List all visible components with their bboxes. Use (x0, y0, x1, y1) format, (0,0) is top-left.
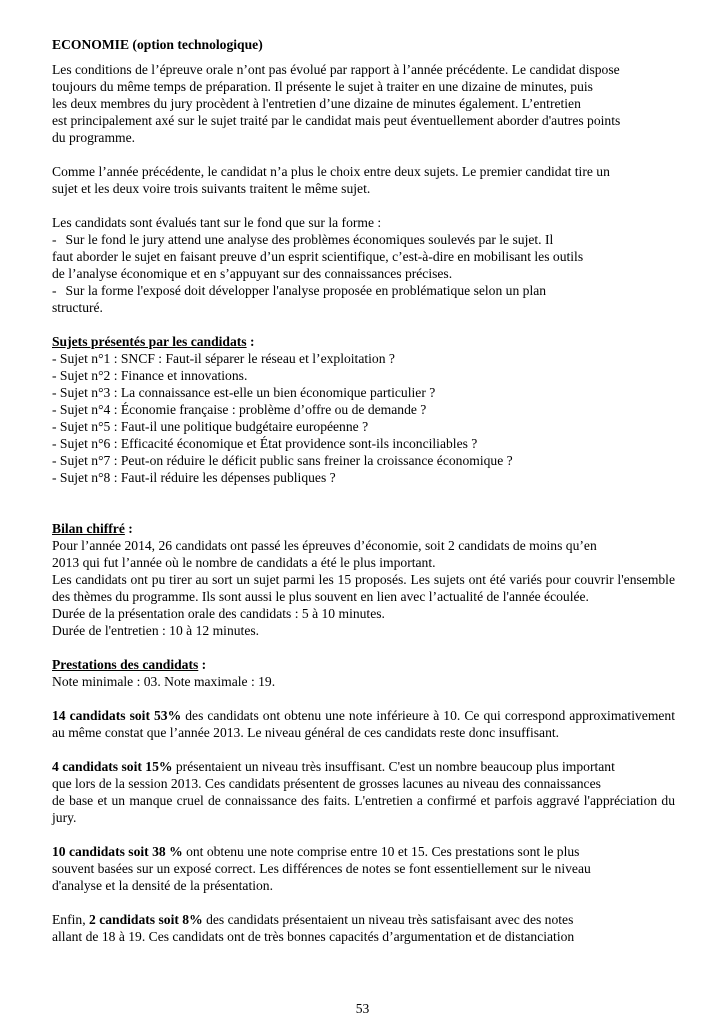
evaluation-bullet-forme: - Sur la forme l'exposé doit développer l'analyse proposée en problématique selon un plan (52, 283, 547, 298)
intro-line: est principalement axé sur le sujet traité par le candidat mais peut éventuellement aborder d'autres points (52, 113, 621, 128)
intro-line: toujours du même temps de préparation. Il présente le sujet à traiter en une dizaine de minutes, puis (52, 79, 593, 94)
intro-line: Les conditions de l’épreuve orale n’ont pas évolué par rapport à l’année précédente. Le candidat dispose (52, 62, 620, 77)
evaluation-line: faut aborder le sujet en faisant preuve d’un esprit scientifique, c’est-à-dire en mobilisant les outils (52, 249, 584, 264)
evaluation-intro: Les candidats sont évalués tant sur le fond que sur la forme : (52, 215, 382, 230)
bilan-paragraph: Les candidats ont pu tirer au sort un sujet parmi les 15 proposés. Les sujets ont été variés pour couvrir l'ensemble des thèmes du programme. Ils sont aussi le plus souvent en lien avec l’actualité de l'année écoulée. (52, 572, 675, 604)
bilan-section (52, 520, 675, 639)
evaluation-line: de l’analyse économique et en s’appuyant sur des connaissances précises. (52, 266, 453, 281)
subject-item: - Sujet n°8 : Faut-il réduire les dépenses publiques ? (52, 470, 336, 485)
evaluation-bullet-fond: - Sur le fond le jury attend une analyse des problèmes économiques soulevés par le sujet. Il (52, 232, 554, 247)
choice-line: Comme l’année précédente, le candidat n’a plus le choix entre deux sujets. Le premier candidat tire un (52, 164, 610, 179)
bullet-dash: - (52, 232, 57, 247)
prestations-paragraph-3: 10 candidats soit 38 % ont obtenu une note comprise entre 10 et 15. Ces prestations sont le plus souvent basées sur un exposé correct. Les différences de notes se font essentiellement sur le niveau d'analyse et la densité de la présentation. (52, 844, 591, 893)
page-number: 53 (355, 1001, 370, 1016)
intro-paragraph (52, 61, 675, 146)
bilan-heading: Bilan chiffré : (52, 521, 133, 536)
subject-item: - Sujet n°2 : Finance et innovations. (52, 368, 248, 383)
bilan-line: 2013 qui fut l’année où le nombre de candidats a été le plus important. (52, 555, 436, 570)
prestations-paragraph-1: 14 candidats soit 53% des candidats ont obtenu une note inférieure à 10. Ce qui correspond approximativement au même constat que l’année 2013. Le niveau général de ces candidats reste donc insuffisant. (52, 708, 675, 740)
document-page (52, 36, 675, 945)
subject-item: - Sujet n°3 : La connaissance est-elle un bien économique particulier ? (52, 385, 436, 400)
bullet-dash: - (52, 283, 57, 298)
choice-paragraph (52, 163, 675, 197)
subject-item: - Sujet n°1 : SNCF : Faut-il séparer le réseau et l’exploitation ? (52, 351, 395, 366)
bilan-line: Pour l’année 2014, 26 candidats ont passé les épreuves d’économie, soit 2 candidats de moins qu’en (52, 538, 597, 553)
prestations-paragraph-2: 4 candidats soit 15% présentaient un niveau très insuffisant. C'est un nombre beaucoup plus important que lors de la session 2013. Ces candidats présentent de grosses lacunes au niveau des connaissances de base et un manque cruel de connaissance des faits. L'entretien a confirmé et parfois aggravé l'appréciation du jury. (52, 759, 675, 825)
subject-item: - Sujet n°6 : Efficacité économique et État providence sont-ils inconciliables ? (52, 436, 478, 451)
prestations-paragraph-4: Enfin, 2 candidats soit 8% des candidats présentaient un niveau très satisfaisant avec des notes allant de 18 à 19. Ces candidats ont de très bonnes capacités d’argumentation et de distanciation (52, 912, 575, 944)
prestations-heading: Prestations des candidats : (52, 657, 207, 672)
subject-item: - Sujet n°4 : Économie française : problème d’offre ou de demande ? (52, 402, 427, 417)
choice-line: sujet et les deux voire trois suivants traitent le même sujet. (52, 181, 371, 196)
subject-item: - Sujet n°7 : Peut-on réduire le déficit public sans freiner la croissance économique ? (52, 453, 513, 468)
subjects-section (52, 333, 675, 486)
subjects-heading: Sujets présentés par les candidats : (52, 334, 255, 349)
subject-item: - Sujet n°5 : Faut-il une politique budgétaire européenne ? (52, 419, 369, 434)
prestations-section (52, 656, 675, 945)
intro-line: du programme. (52, 130, 136, 145)
duration-interview: Durée de l'entretien : 10 à 12 minutes. (52, 623, 260, 638)
evaluation-line: structuré. (52, 300, 103, 315)
duration-presentation: Durée de la présentation orale des candidats : 5 à 10 minutes. (52, 606, 385, 621)
section-title: ECONOMIE (option technologique) (52, 37, 263, 52)
notes-range: Note minimale : 03. Note maximale : 19. (52, 674, 276, 689)
intro-line: les deux membres du jury procèdent à l'entretien d’une dizaine de minutes également. L’entretien (52, 96, 581, 111)
evaluation-section (52, 214, 675, 316)
